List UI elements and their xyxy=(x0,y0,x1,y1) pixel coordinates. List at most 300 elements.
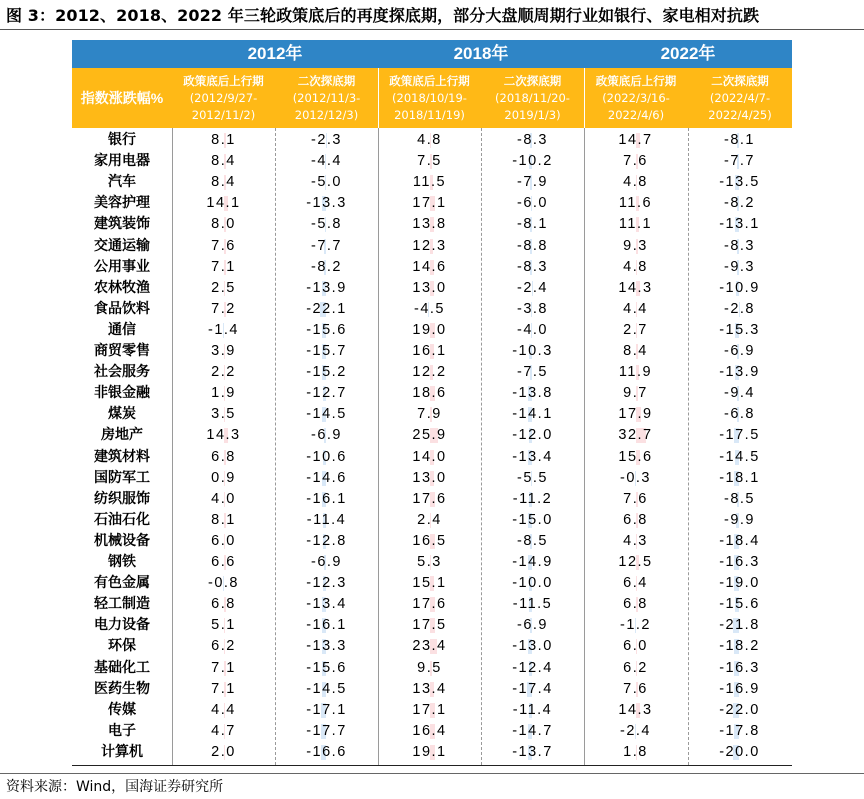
table-cell xyxy=(688,278,791,299)
industry-label: 房地产 xyxy=(101,427,143,444)
cell-value: -13.4 xyxy=(306,596,347,613)
cell-value: -7.7 xyxy=(311,237,342,254)
industry-label: 交通运输 xyxy=(94,237,150,254)
table-row xyxy=(72,742,792,763)
table-cell xyxy=(688,721,791,742)
table-cell xyxy=(481,299,584,320)
cell-value: 25.9 xyxy=(412,427,447,444)
column-range-end: 2022/4/25) xyxy=(708,108,772,122)
industry-label: 电子 xyxy=(108,722,136,739)
table-cell xyxy=(275,425,378,446)
table-cell xyxy=(481,573,584,594)
table-cell xyxy=(172,172,275,193)
table-cell xyxy=(378,447,481,468)
table-row xyxy=(72,404,792,425)
table-cell xyxy=(172,257,275,278)
table-cell xyxy=(275,615,378,636)
cell-value: -13.3 xyxy=(306,638,347,655)
column-divider xyxy=(378,128,379,765)
table-cell xyxy=(275,404,378,425)
cell-value: -12.0 xyxy=(512,427,553,444)
column-divider xyxy=(688,128,689,765)
industry-label: 国防军工 xyxy=(94,469,150,486)
table-cell xyxy=(378,172,481,193)
year-header-row xyxy=(72,40,792,68)
figure-title-row xyxy=(0,0,864,30)
table-cell xyxy=(481,468,584,489)
table-cell xyxy=(688,172,791,193)
cell-value: -13.9 xyxy=(719,364,760,381)
table-cell xyxy=(481,489,584,510)
cell-value: 19.1 xyxy=(412,743,447,760)
table-cell xyxy=(688,679,791,700)
cell-value: -0.8 xyxy=(208,575,239,592)
table-cell xyxy=(688,130,791,151)
table-cell xyxy=(688,468,791,489)
table-cell xyxy=(172,383,275,404)
table-row xyxy=(72,320,792,341)
table-row xyxy=(72,552,792,573)
table-row xyxy=(72,278,792,299)
cell-value: -2.8 xyxy=(724,300,755,317)
cell-value: -18.2 xyxy=(719,638,760,655)
table-cell xyxy=(378,236,481,257)
cell-value: 6.6 xyxy=(211,554,236,570)
industry-label: 轻工制造 xyxy=(94,596,150,613)
table-cell xyxy=(275,341,378,362)
table-row xyxy=(72,636,792,657)
table-cell xyxy=(378,151,481,172)
cell-value: -13.4 xyxy=(512,448,553,465)
table-cell xyxy=(172,552,275,573)
column-header xyxy=(688,73,792,125)
table-cell xyxy=(481,700,584,721)
table-cell xyxy=(584,425,687,446)
cell-value: -13.9 xyxy=(306,279,347,296)
table-cell xyxy=(584,468,687,489)
cell-value: -16.1 xyxy=(306,617,347,634)
table-cell xyxy=(378,531,481,552)
cell-value: 15.1 xyxy=(412,575,447,592)
cell-value: -15.0 xyxy=(512,511,553,528)
column-divider xyxy=(275,128,276,765)
table-cell xyxy=(584,341,687,362)
table-cell xyxy=(172,489,275,510)
table-row xyxy=(72,425,792,446)
year-header-2018: 2018年 xyxy=(453,44,509,63)
cell-value: 13.0 xyxy=(412,279,447,296)
table-cell xyxy=(688,341,791,362)
table-cell xyxy=(584,236,687,257)
table-row xyxy=(72,214,792,235)
column-divider xyxy=(584,128,585,765)
table-cell xyxy=(275,594,378,615)
cell-value: -13.0 xyxy=(512,638,553,655)
table-cell xyxy=(275,510,378,531)
table-cell xyxy=(584,594,687,615)
cell-value: 14.6 xyxy=(412,258,447,275)
cell-value: -8.3 xyxy=(517,132,548,148)
table-cell xyxy=(584,299,687,320)
column-range-start: (2012/9/27- xyxy=(189,91,258,105)
table-cell xyxy=(275,214,378,235)
table-cell xyxy=(172,278,275,299)
industry-label: 纺织服饰 xyxy=(94,490,150,507)
cell-value: 7.1 xyxy=(211,659,236,676)
table-cell xyxy=(378,425,481,446)
table-cell xyxy=(481,278,584,299)
table-cell xyxy=(275,489,378,510)
table-cell xyxy=(584,193,687,214)
table-cell xyxy=(481,636,584,657)
cell-value: -22.1 xyxy=(306,300,347,317)
table-cell xyxy=(584,489,687,510)
cell-value: -15.2 xyxy=(306,364,347,381)
cell-value: -8.5 xyxy=(724,490,755,507)
cell-value: -13.7 xyxy=(512,743,553,760)
table-cell xyxy=(688,383,791,404)
table-row xyxy=(72,383,792,404)
cell-value: 2.0 xyxy=(211,743,236,760)
cell-value: -22.0 xyxy=(719,701,760,718)
cell-value: 3.9 xyxy=(211,343,236,359)
cell-value: -16.9 xyxy=(719,680,760,697)
cell-value: -16.6 xyxy=(306,743,347,760)
cell-value: -14.5 xyxy=(719,448,760,465)
industry-label: 煤炭 xyxy=(108,406,136,423)
column-name: 二次探底期 xyxy=(711,74,769,88)
table-cell xyxy=(378,636,481,657)
industry-label: 有色金属 xyxy=(94,575,150,592)
figure-title: 图 3：2012、2018、2022 年三轮政策底后的再度探底期，部分大盘顺周期行业如银行、家电相对抗跌 xyxy=(6,6,760,25)
cell-value: -7.9 xyxy=(517,174,548,191)
table-cell xyxy=(275,236,378,257)
table-cell xyxy=(688,700,791,721)
table-row xyxy=(72,615,792,636)
cell-value: -14.9 xyxy=(512,554,553,570)
table-cell xyxy=(378,278,481,299)
table-cell xyxy=(584,257,687,278)
cell-value: 6.2 xyxy=(623,659,648,676)
industry-label: 医药生物 xyxy=(94,680,150,697)
table-cell xyxy=(688,636,791,657)
cell-value: 23.4 xyxy=(412,638,447,655)
cell-value: -16.3 xyxy=(719,659,760,676)
cell-value: -10.9 xyxy=(719,279,760,296)
industry-label: 基础化工 xyxy=(94,659,150,676)
column-name: 二次探底期 xyxy=(297,74,356,88)
table-cell xyxy=(172,679,275,700)
table-cell xyxy=(584,130,687,151)
column-header xyxy=(584,73,688,125)
cell-value: -9.3 xyxy=(724,258,755,275)
table-cell xyxy=(275,531,378,552)
table-cell xyxy=(481,257,584,278)
table-cell xyxy=(688,510,791,531)
column-range-start: (2018/10/19- xyxy=(392,91,467,105)
cell-value: -5.5 xyxy=(517,469,548,486)
cell-value: 2.7 xyxy=(623,321,648,338)
cell-value: -9.9 xyxy=(724,511,755,528)
cell-value: -10.0 xyxy=(512,575,553,592)
table-cell xyxy=(688,594,791,615)
table-cell xyxy=(584,278,687,299)
cell-value: -8.1 xyxy=(724,132,755,148)
table-cell xyxy=(688,552,791,573)
year-header-2022: 2022年 xyxy=(660,44,716,63)
table-row xyxy=(72,299,792,320)
cell-value: 4.8 xyxy=(623,174,648,191)
cell-value: 9.5 xyxy=(417,659,442,676)
cell-value: 19.0 xyxy=(412,321,447,338)
industry-label: 商贸零售 xyxy=(94,343,150,359)
industry-label: 公用事业 xyxy=(94,258,150,275)
cell-value: 7.1 xyxy=(211,258,236,275)
table-cell xyxy=(378,214,481,235)
cell-value: 5.1 xyxy=(211,617,236,634)
table-cell xyxy=(688,742,791,763)
table-cell xyxy=(688,236,791,257)
cell-value: 8.0 xyxy=(211,216,236,233)
cell-value: -10.6 xyxy=(306,448,347,465)
cell-value: 9.3 xyxy=(623,237,648,254)
cell-value: 6.0 xyxy=(211,532,236,549)
table-cell xyxy=(378,341,481,362)
table-row xyxy=(72,257,792,278)
cell-value: -16.3 xyxy=(719,554,760,570)
table-cell xyxy=(275,257,378,278)
metric-label: 指数涨跌幅% xyxy=(80,90,164,106)
table-cell xyxy=(275,130,378,151)
table-cell xyxy=(378,404,481,425)
column-header xyxy=(275,73,378,125)
cell-value: 12.2 xyxy=(412,364,447,381)
cell-value: -14.5 xyxy=(306,406,347,423)
cell-value: 4.3 xyxy=(623,532,648,549)
cell-value: 17.1 xyxy=(412,701,447,718)
column-header xyxy=(172,73,275,125)
table-cell xyxy=(378,489,481,510)
table-row xyxy=(72,447,792,468)
table-cell xyxy=(275,700,378,721)
table-row xyxy=(72,130,792,151)
table-cell xyxy=(688,531,791,552)
cell-value: -17.1 xyxy=(306,701,347,718)
cell-value: 9.7 xyxy=(623,385,648,402)
cell-value: 2.4 xyxy=(417,511,442,528)
cell-value: -6.9 xyxy=(311,554,342,570)
column-name: 政策底后上行期 xyxy=(389,74,470,88)
cell-value: -12.7 xyxy=(306,385,347,402)
table-cell xyxy=(172,341,275,362)
industry-label: 汽车 xyxy=(108,174,136,191)
table-cell xyxy=(481,531,584,552)
table-cell xyxy=(378,594,481,615)
table-cell xyxy=(378,552,481,573)
cell-value: -14.1 xyxy=(512,406,553,423)
cell-value: -18.1 xyxy=(719,469,760,486)
table-cell xyxy=(275,573,378,594)
cell-value: -10.3 xyxy=(512,343,553,359)
table-cell xyxy=(275,679,378,700)
industry-label: 电力设备 xyxy=(94,617,150,634)
industry-label: 建筑材料 xyxy=(94,448,150,465)
cell-value: -5.8 xyxy=(311,216,342,233)
industry-label: 通信 xyxy=(108,321,136,338)
table-cell xyxy=(584,573,687,594)
table-row xyxy=(72,700,792,721)
table-cell xyxy=(481,552,584,573)
cell-value: 7.6 xyxy=(623,490,648,507)
column-name: 政策底后上行期 xyxy=(595,74,677,88)
table-cell xyxy=(688,257,791,278)
table-cell xyxy=(481,320,584,341)
cell-value: 1.9 xyxy=(211,385,236,402)
table-cell xyxy=(378,573,481,594)
table-cell xyxy=(275,721,378,742)
cell-value: 5.3 xyxy=(417,554,442,570)
cell-value: -1.4 xyxy=(208,321,239,338)
cell-value: -8.1 xyxy=(517,216,548,233)
table-cell xyxy=(584,404,687,425)
cell-value: -17.8 xyxy=(719,722,760,739)
cell-value: 4.8 xyxy=(623,258,648,275)
table-row xyxy=(72,510,792,531)
column-name: 二次探底期 xyxy=(503,74,562,88)
table-cell xyxy=(481,130,584,151)
table-cell xyxy=(481,193,584,214)
cell-value: -12.3 xyxy=(306,575,347,592)
cell-value: -6.9 xyxy=(517,617,548,634)
table-row xyxy=(72,362,792,383)
table-cell xyxy=(275,299,378,320)
table-cell xyxy=(584,679,687,700)
column-range-end: 2018/11/19) xyxy=(394,108,465,122)
table-cell xyxy=(172,425,275,446)
table-cell xyxy=(172,510,275,531)
cell-value: -14.7 xyxy=(512,722,553,739)
cell-value: 6.0 xyxy=(623,638,648,655)
cell-value: 15.6 xyxy=(618,448,653,465)
table-cell xyxy=(172,193,275,214)
table-cell xyxy=(275,320,378,341)
industry-label: 建筑装饰 xyxy=(94,216,150,233)
table-cell xyxy=(688,404,791,425)
cell-value: -13.1 xyxy=(719,216,760,233)
column-header xyxy=(481,73,584,125)
cell-value: 8.1 xyxy=(211,511,236,528)
table-row xyxy=(72,468,792,489)
cell-value: 16.5 xyxy=(412,532,447,549)
table-row xyxy=(72,531,792,552)
table-cell xyxy=(481,679,584,700)
table-cell xyxy=(481,404,584,425)
table-cell xyxy=(275,552,378,573)
cell-value: 13.4 xyxy=(412,680,447,697)
column-divider xyxy=(172,128,173,765)
table-row xyxy=(72,193,792,214)
table-cell xyxy=(172,299,275,320)
cell-value: 8.1 xyxy=(211,132,236,148)
table-cell xyxy=(584,700,687,721)
cell-value: -11.4 xyxy=(512,701,553,718)
table-cell xyxy=(172,658,275,679)
cell-value: -8.2 xyxy=(724,195,755,212)
industry-label: 农林牧渔 xyxy=(94,279,150,296)
industry-label: 机械设备 xyxy=(94,532,150,549)
cell-value: 12.3 xyxy=(412,237,447,254)
cell-value: 8.4 xyxy=(623,343,648,359)
cell-value: -8.2 xyxy=(311,258,342,275)
industry-label: 食品饮料 xyxy=(94,300,150,317)
cell-value: -20.0 xyxy=(719,743,760,760)
table-cell xyxy=(378,130,481,151)
table-row xyxy=(72,658,792,679)
table-row xyxy=(72,151,792,172)
table-cell xyxy=(172,214,275,235)
table-cell xyxy=(275,362,378,383)
cell-value: 0.9 xyxy=(211,469,236,486)
cell-value: 6.8 xyxy=(211,596,236,613)
cell-value: -15.6 xyxy=(719,596,760,613)
table-cell xyxy=(275,278,378,299)
table-cell xyxy=(481,510,584,531)
cell-value: 4.4 xyxy=(211,701,236,718)
cell-value: -15.7 xyxy=(306,343,347,359)
table-cell xyxy=(688,489,791,510)
industry-label: 钢铁 xyxy=(108,554,136,570)
cell-value: -12.8 xyxy=(306,532,347,549)
cell-value: 13.0 xyxy=(412,469,447,486)
cell-value: 18.6 xyxy=(412,385,447,402)
table-row xyxy=(72,594,792,615)
column-range-start: (2022/3/16- xyxy=(602,91,670,105)
table-cell xyxy=(172,151,275,172)
cell-value: -4.4 xyxy=(311,153,342,170)
cell-value: 11.6 xyxy=(618,195,653,212)
table-cell xyxy=(481,615,584,636)
industry-label: 家用电器 xyxy=(94,153,150,170)
column-header-row xyxy=(72,68,792,128)
cell-value: 7.6 xyxy=(211,237,236,254)
table-cell xyxy=(688,615,791,636)
table-cell xyxy=(172,742,275,763)
table-cell xyxy=(584,214,687,235)
cell-value: -2.4 xyxy=(517,279,548,296)
table-cell xyxy=(688,573,791,594)
cell-value: 17.6 xyxy=(412,490,447,507)
table-cell xyxy=(584,151,687,172)
table-cell xyxy=(481,214,584,235)
cell-value: 11.1 xyxy=(618,216,653,233)
cell-value: -8.3 xyxy=(724,237,755,254)
table-cell xyxy=(688,658,791,679)
table-cell xyxy=(172,447,275,468)
cell-value: 8.4 xyxy=(211,174,236,191)
cell-value: 6.2 xyxy=(211,638,236,655)
table-cell xyxy=(172,362,275,383)
table-cell xyxy=(584,320,687,341)
cell-value: 14.1 xyxy=(206,195,241,212)
cell-value: -5.0 xyxy=(311,174,342,191)
cell-value: -7.7 xyxy=(724,153,755,170)
cell-value: 17.9 xyxy=(618,406,653,423)
cell-value: -15.6 xyxy=(306,659,347,676)
table-cell xyxy=(275,468,378,489)
table-cell xyxy=(172,130,275,151)
table-cell xyxy=(378,658,481,679)
table-cell xyxy=(481,151,584,172)
